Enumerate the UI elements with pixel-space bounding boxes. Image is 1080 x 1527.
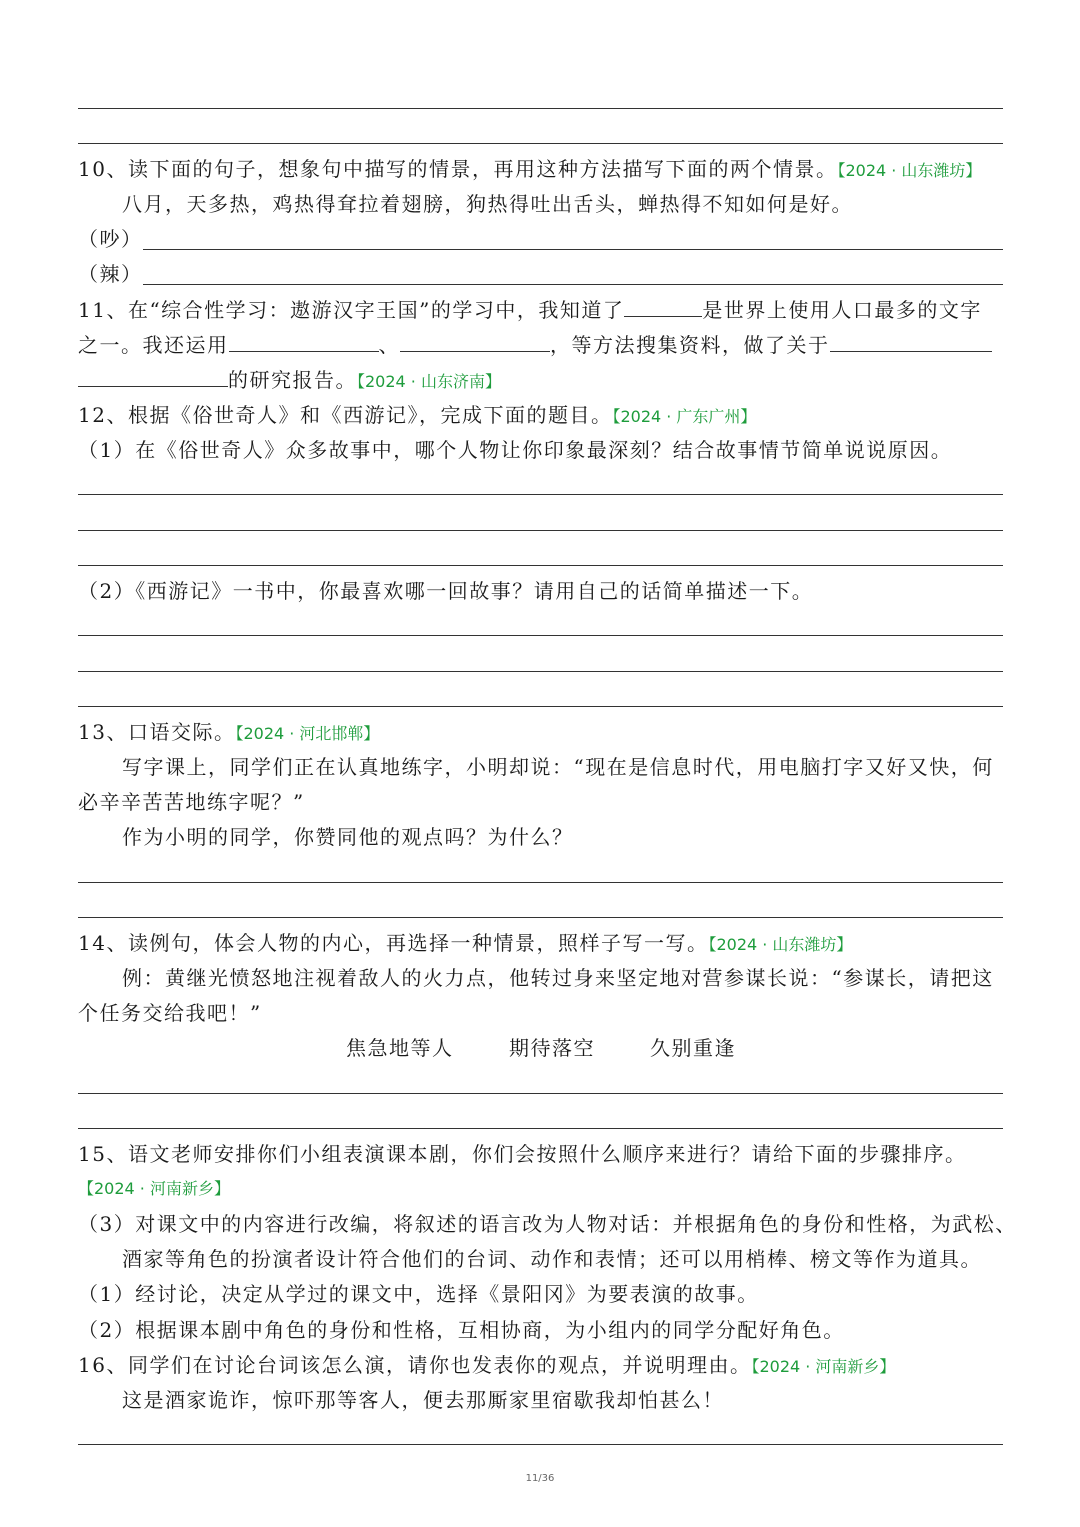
q12-tag: 【2024 · 广东广州】	[612, 407, 757, 426]
q11-text-4: 、	[378, 333, 400, 357]
q14-option-2: 期待落空	[509, 1036, 595, 1060]
q16-stem-row	[78, 1351, 895, 1381]
q11-blank-2[interactable]	[229, 331, 379, 352]
q13-line3: 作为小明的同学，你赞同他的观点吗？为什么？	[122, 825, 574, 849]
q11-blank-1[interactable]	[624, 296, 702, 317]
q10-item1-label: （吵）	[78, 227, 143, 251]
q14-option-3: 久别重逢	[650, 1036, 736, 1060]
q11-tag: 【2024 · 山东济南】	[357, 372, 501, 391]
q10-item1-line[interactable]	[143, 249, 1003, 250]
q15-tag: 【2024 · 河南新乡】	[78, 1179, 230, 1198]
q15-step3a: （3）对课文中的内容进行改编，将叙述的语言改为人物对话：并根据角色的身份和性格，为武松、	[78, 1212, 1017, 1236]
page-number: 11/36	[525, 1473, 555, 1484]
q14-stem-row	[78, 929, 852, 959]
q13-line2: 必辛辛苦苦地练字呢？”	[78, 790, 305, 814]
answer-line	[78, 143, 1003, 144]
answer-line[interactable]	[78, 1128, 1003, 1129]
answer-line	[78, 108, 1003, 109]
answer-line[interactable]	[78, 917, 1003, 918]
q14-tag: 【2024 · 山东潍坊】	[708, 935, 853, 954]
q11-text-6: 的研究报告。	[228, 368, 357, 392]
q10-tag: 【2024 · 山东潍坊】	[837, 161, 982, 180]
q12-sub1: （1）在《俗世奇人》众多故事中，哪个人物让你印象最深刻？结合故事情节简单说说原因。	[78, 438, 953, 462]
q13-line1: 写字课上，同学们正在认真地练字，小明却说：“现在是信息时代，用电脑打字又好又快，何	[122, 755, 994, 779]
answer-line[interactable]	[78, 565, 1003, 566]
q14-line1: 例：黄继光愤怒地注视着敌人的火力点，他转过身来坚定地对营参谋长说：“参谋长，请把这	[122, 966, 994, 990]
q15-stem: 15、语文老师安排你们小组表演课本剧，你们会按照什么顺序来进行？请给下面的步骤排序。	[78, 1142, 967, 1166]
q14-line2: 个任务交给我吧！”	[78, 1001, 262, 1025]
q15-step2: （2）根据课本剧中角色的身份和性格，互相协商，为小组内的同学分配好角色。	[78, 1318, 845, 1342]
answer-line[interactable]	[78, 1444, 1003, 1445]
q11-row1	[78, 296, 982, 324]
answer-line[interactable]	[78, 1093, 1003, 1094]
q11-row3	[78, 366, 501, 396]
q11-text-2: 是世界上使用人口最多的文字	[702, 298, 982, 322]
q13-tag: 【2024 · 河北邯郸】	[235, 724, 380, 743]
q11-text-5: ，等方法搜集资料，做了关于	[550, 333, 830, 357]
q10-stem-row	[78, 155, 981, 185]
q10-example: 八月，天多热，鸡热得耷拉着翅膀，狗热得吐出舌头，蝉热得不知如何是好。	[122, 192, 853, 216]
q11-text-1: 11、在“综合性学习：遨游汉字王国”的学习中，我知道了	[78, 298, 625, 322]
answer-line[interactable]	[78, 494, 1003, 495]
q12-sub2: （2）《西游记》一书中，你最喜欢哪一回故事？请用自己的话简单描述一下。	[78, 579, 814, 603]
q14-stem: 14、读例句，体会人物的内心，再选择一种情景，照样子写一写。	[78, 931, 709, 955]
q11-blank-4[interactable]	[830, 331, 992, 352]
q16-line: 这是酒家诡诈，惊吓那等客人，便去那厮家里宿歇我却怕甚么！	[122, 1388, 724, 1412]
q12-stem: 12、根据《俗世奇人》和《西游记》，完成下面的题目。	[78, 403, 613, 427]
q14-option-1: 焦急地等人	[346, 1036, 454, 1060]
q11-text-3: 之一。我还运用	[78, 333, 229, 357]
q10-stem: 10、读下面的句子，想象句中描写的情景，再用这种方法描写下面的两个情景。	[78, 157, 838, 181]
answer-line[interactable]	[78, 671, 1003, 672]
answer-line[interactable]	[78, 530, 1003, 531]
q10-item2-line[interactable]	[143, 284, 1003, 285]
answer-line[interactable]	[78, 882, 1003, 883]
q16-tag: 【2024 · 河南新乡】	[751, 1357, 896, 1376]
q11-blank-5[interactable]	[78, 366, 228, 387]
q16-stem: 16、同学们在讨论台词该怎么演，请你也发表你的观点，并说明理由。	[78, 1353, 752, 1377]
q13-stem: 13、口语交际。	[78, 720, 236, 744]
answer-line[interactable]	[78, 706, 1003, 707]
q15-step3b: 酒家等角色的扮演者设计符合他们的台词、动作和表情；还可以用梢棒、榜文等作为道具。	[122, 1247, 982, 1271]
q15-step1: （1）经讨论，决定从学过的课文中，选择《景阳冈》为要表演的故事。	[78, 1282, 759, 1306]
q10-item2-label: （辣）	[78, 262, 143, 286]
q13-stem-row	[78, 718, 379, 748]
q11-row2	[78, 331, 992, 359]
q12-stem-row	[78, 401, 756, 431]
answer-line[interactable]	[78, 635, 1003, 636]
q11-blank-3[interactable]	[400, 331, 550, 352]
